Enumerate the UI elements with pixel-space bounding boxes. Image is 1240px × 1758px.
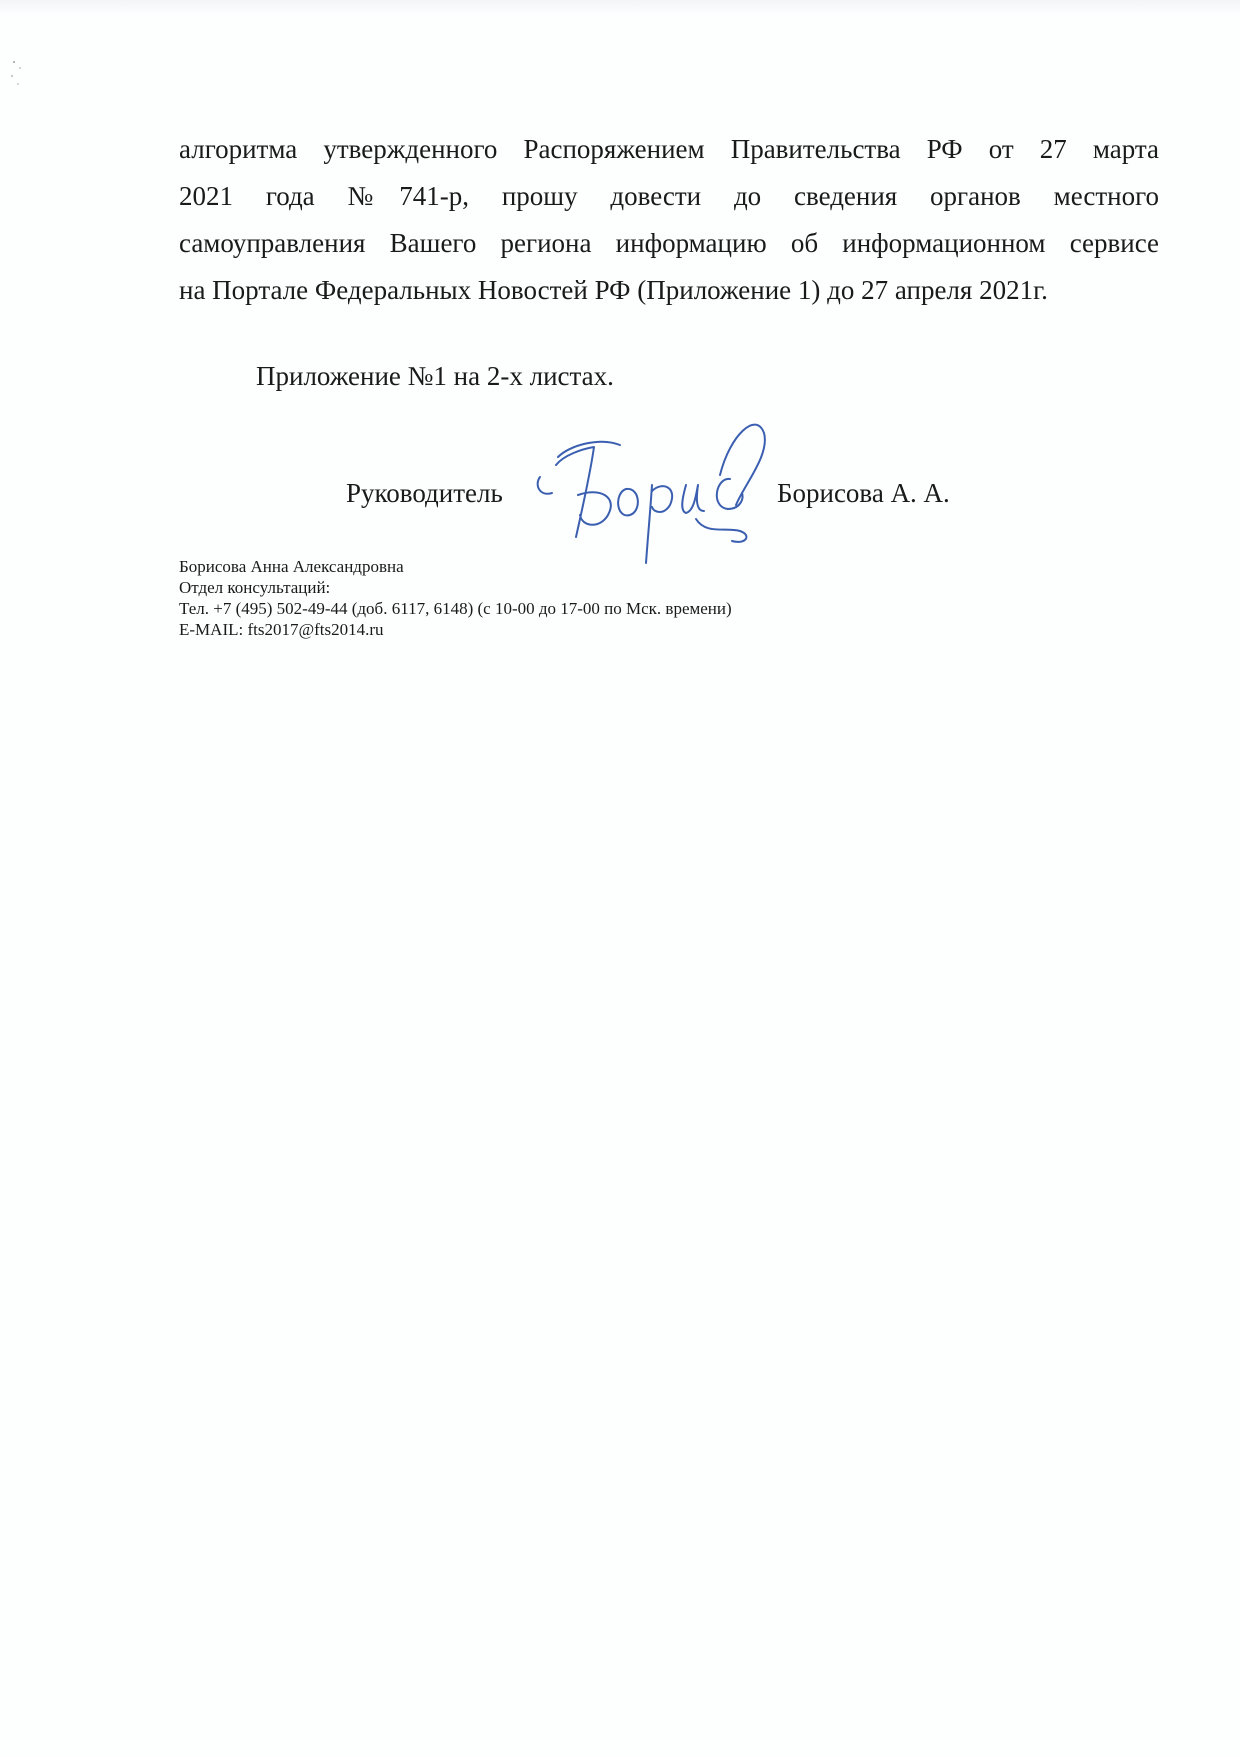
handwritten-signature — [530, 415, 800, 575]
signer-name: Борисова А. А. — [777, 478, 950, 508]
scan-specks — [8, 58, 28, 98]
body-line-1: алгоритма утвержденного Распоряжением Правительства РФ от 27 марта — [179, 134, 1159, 164]
attachment-note: Приложение №1 на 2-х листах. — [256, 361, 614, 391]
contact-phone: Тел. +7 (495) 502-49-44 (доб. 6117, 6148) (с 10-00 до 17-00 по Мск. времени) — [179, 599, 732, 618]
contact-email[interactable]: E-MAIL: fts2017@fts2014.ru — [179, 620, 384, 639]
contact-department: Отдел консультаций: — [179, 578, 331, 597]
contact-block — [179, 556, 732, 640]
signer-title: Руководитель — [346, 478, 503, 508]
scan-edge — [0, 0, 1240, 14]
body-line-2: 2021 года №741-р, прошу довести до сведения органов местного — [179, 181, 1159, 211]
letter-body — [179, 126, 1159, 314]
body-line-4: на Портале Федеральных Новостей РФ (Приложение 1) до 27 апреля 2021г. — [179, 275, 1048, 305]
contact-name: Борисова Анна Александровна — [179, 557, 404, 576]
body-line-3: самоуправления Вашего региона информацию об информационном сервисе — [179, 228, 1159, 258]
